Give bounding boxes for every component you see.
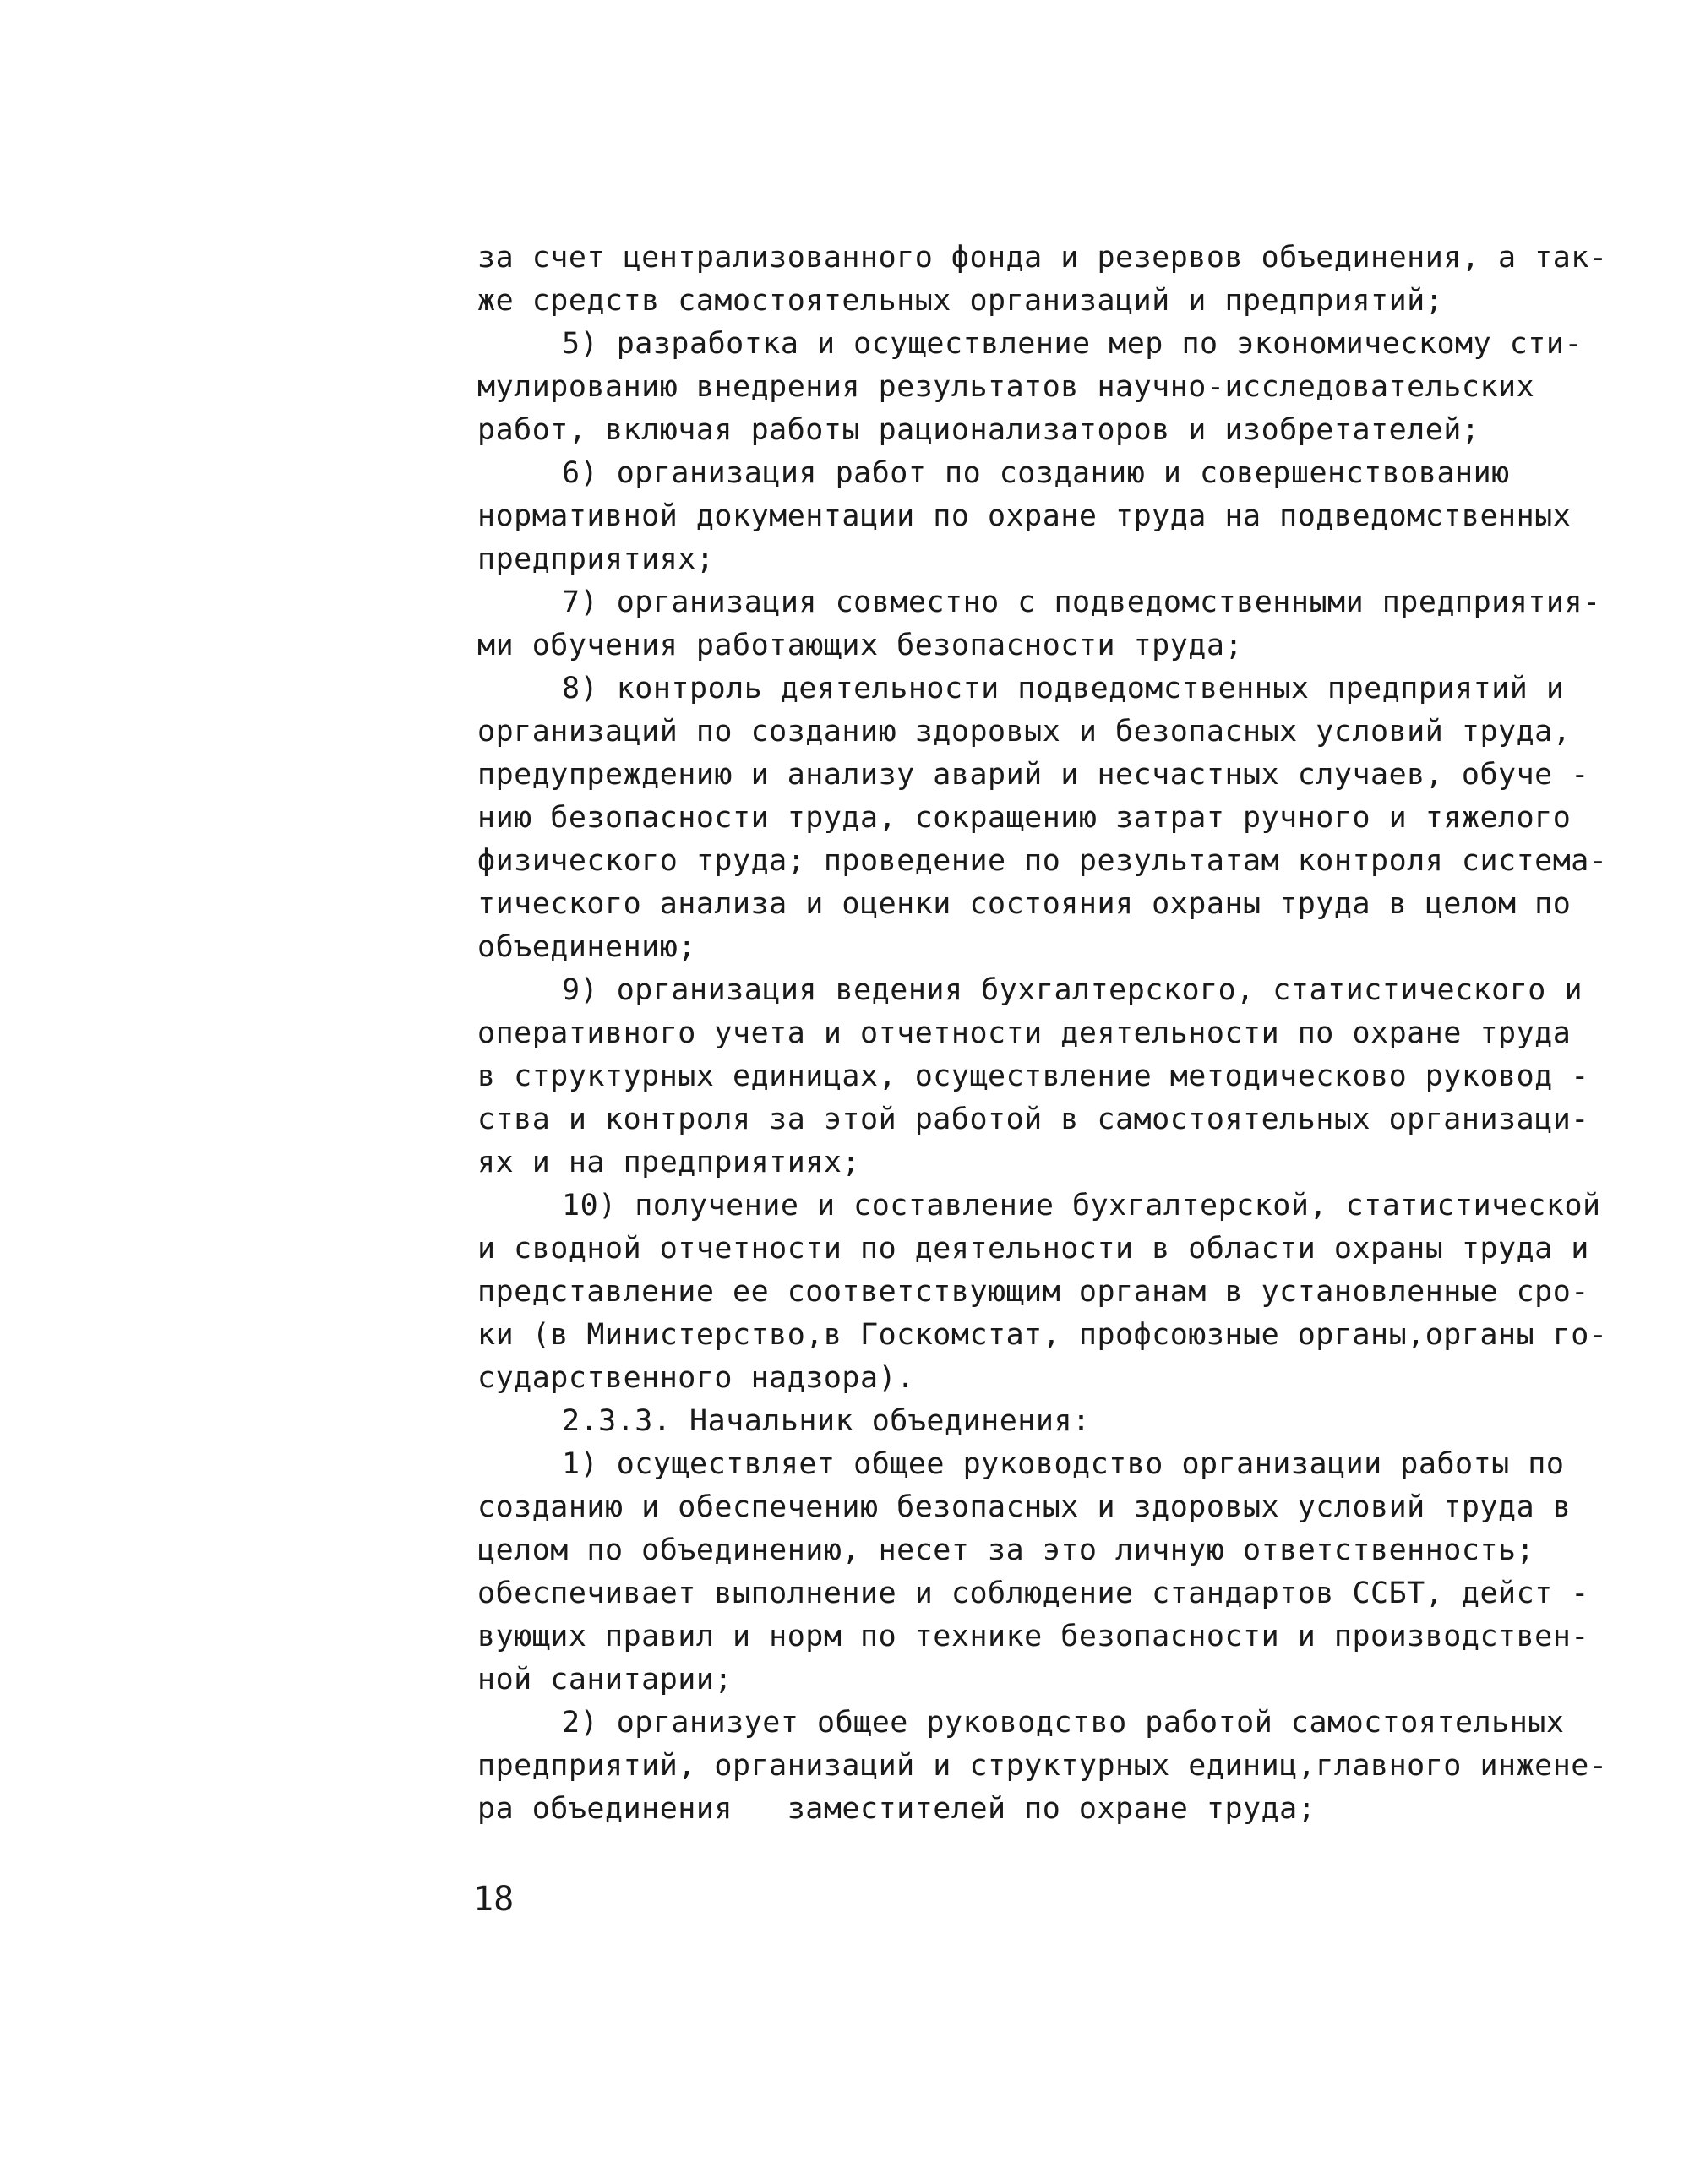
text-line: нию безопасности труда, сокращению затрат ручного и тяжелого	[477, 801, 1572, 835]
text-line: предупреждению и анализу аварий и несчастных случаев, обуче -	[477, 758, 1589, 792]
text-line: за счет централизованного фонда и резервов объединения, а так-	[477, 241, 1608, 275]
text-line: 10) получение и составление бухгалтерской, статистической	[562, 1189, 1601, 1223]
text-line: сударственного надзора).	[477, 1361, 915, 1395]
text-line: созданию и обеспечению безопасных и здоровых условий труда в	[477, 1490, 1572, 1524]
text-line: физического труда; проведение по результатам контроля система-	[477, 844, 1608, 878]
text-line: ства и контроля за этой работой в самостоятельных организаци-	[477, 1103, 1589, 1136]
text-line: 2.3.3. Начальник объединения:	[562, 1404, 1091, 1438]
text-line: 5) разработка и осуществление мер по экономическому сти-	[562, 327, 1583, 361]
text-line: обеспечивает выполнение и соблюдение стандартов ССБТ, дейст -	[477, 1577, 1589, 1610]
text-line: 9) организация ведения бухгалтерского, статистического и	[562, 973, 1583, 1007]
text-line: в структурных единицах, осуществление методическово руковод -	[477, 1059, 1589, 1093]
text-line: ях и на предприятиях;	[477, 1146, 861, 1179]
text-line: ки (в Министерство,в Госкомстат, профсоюзные органы,органы го-	[477, 1318, 1608, 1352]
text-line: и сводной отчетности по деятельности в области охраны труда и	[477, 1232, 1589, 1266]
text-line: работ, включая работы рационализаторов и изобретателей;	[477, 413, 1480, 447]
text-line: целом по объединению, несет за это личную ответственность;	[477, 1533, 1535, 1567]
text-line: 7) организация совместно с подведомственными предприятия-	[562, 585, 1601, 619]
text-line: оперативного учета и отчетности деятельности по охране труда	[477, 1016, 1572, 1050]
text-line: предприятиях;	[477, 542, 715, 576]
body-text	[477, 237, 1608, 1831]
text-line: нормативной документации по охране труда на подведомственных	[477, 499, 1572, 533]
text-line: ной санитарии;	[477, 1663, 733, 1697]
text-line: организаций по созданию здоровых и безопасных условий труда,	[477, 715, 1572, 749]
text-line: ми обучения работающих безопасности труда;	[477, 629, 1244, 662]
page-number: 18	[473, 1880, 515, 1919]
text-line: тического анализа и оценки состояния охраны труда в целом по	[477, 887, 1572, 921]
text-line: 2) организует общее руководство работой самостоятельных	[562, 1706, 1565, 1740]
text-line: ра объединения заместителей по охране труда;	[477, 1792, 1316, 1826]
text-line: вующих правил и норм по технике безопасности и производствен-	[477, 1620, 1589, 1653]
text-line: 1) осуществляет общее руководство организации работы по	[562, 1447, 1565, 1481]
text-line: 6) организация работ по созданию и совершенствованию	[562, 456, 1510, 490]
text-line: объединению;	[477, 930, 696, 964]
text-line: же средств самостоятельных организаций и предприятий;	[477, 284, 1444, 318]
text-line: представление ее соответствующим органам в установленные сро-	[477, 1275, 1589, 1309]
text-line: мулированию внедрения результатов научно-исследовательских	[477, 370, 1535, 404]
text-line: 8) контроль деятельности подведомственных предприятий и	[562, 672, 1565, 705]
text-line: предприятий, организаций и структурных единиц,главного инжене-	[477, 1749, 1608, 1783]
